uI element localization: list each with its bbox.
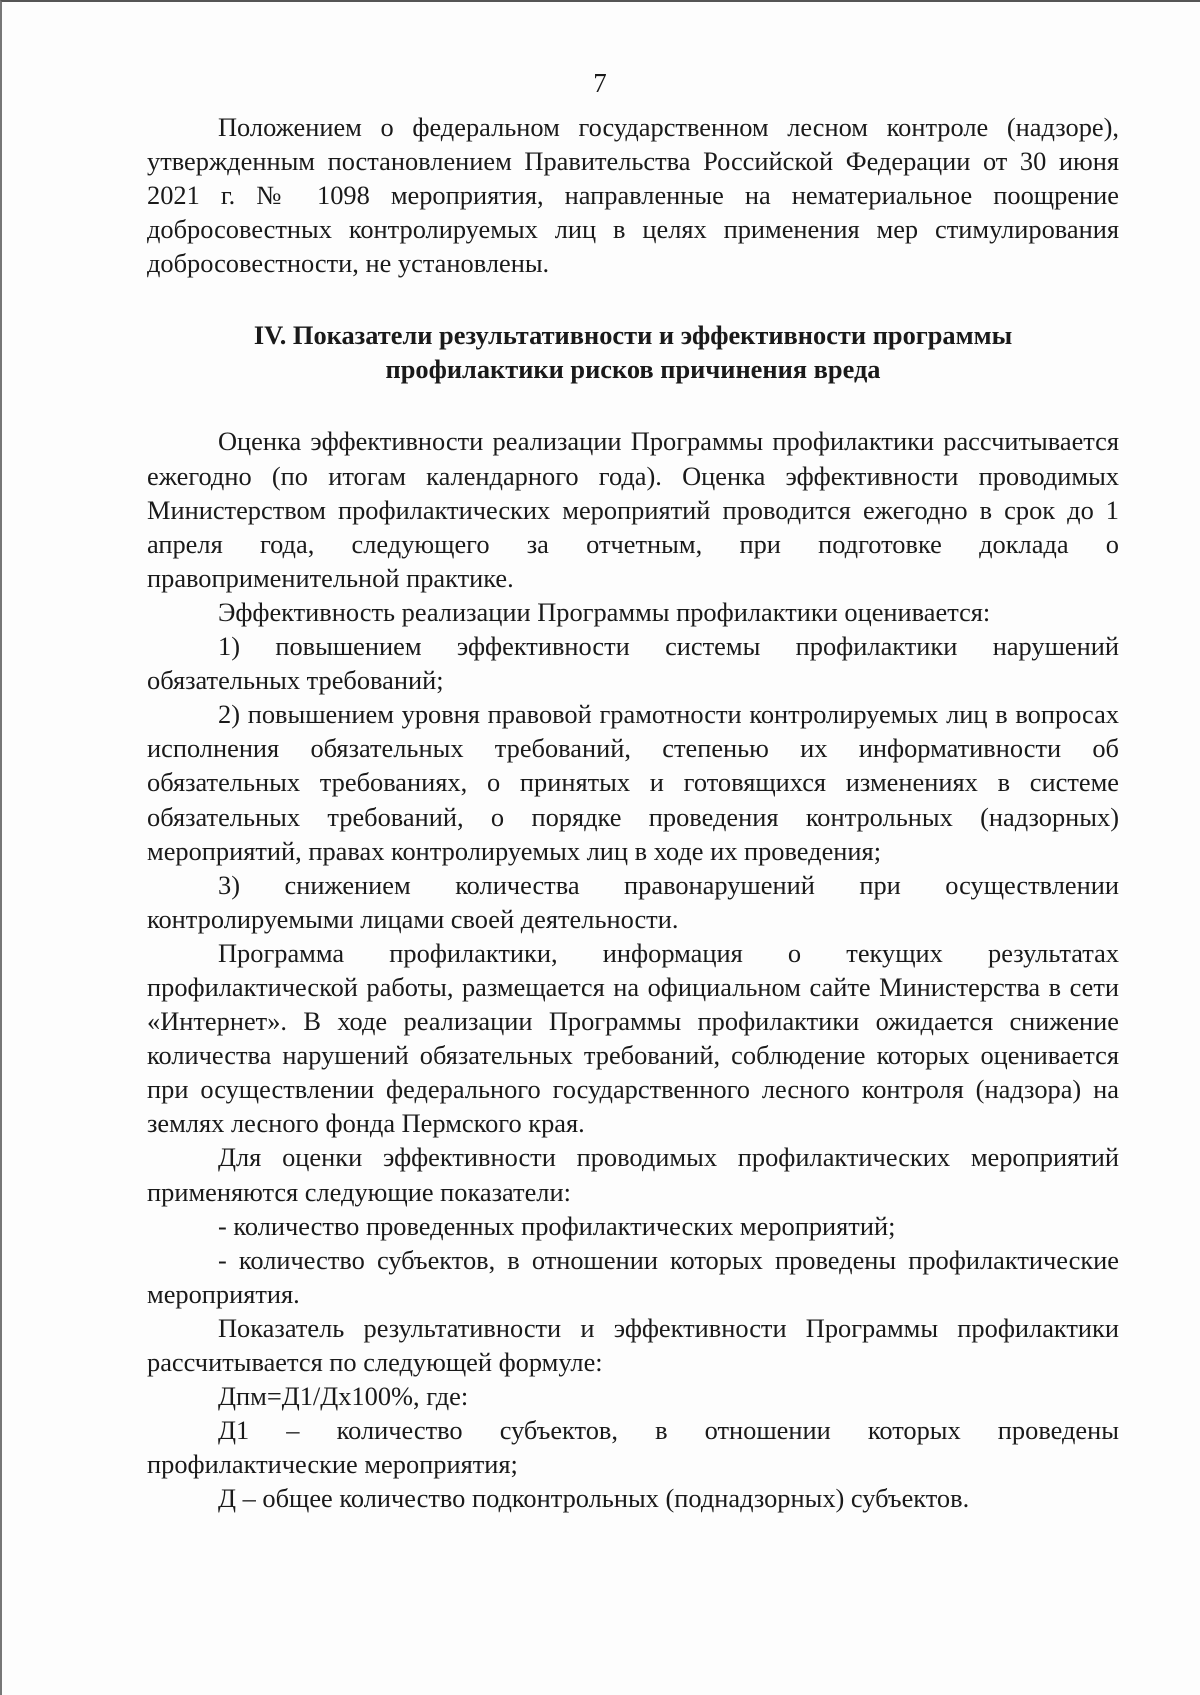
paragraph-effectiveness-intro: Эффективность реализации Программы профилактики оценивается: bbox=[218, 596, 991, 627]
indicator-item-2: - количество субъектов, в отношении которых проведены профилактические мероприятия. bbox=[147, 1244, 1119, 1309]
section-heading bbox=[147, 318, 1119, 386]
list-item-1: 1) повышением эффективности системы профилактики нарушений обязательных требований; bbox=[147, 631, 1119, 696]
paragraph-evaluation: Оценка эффективности реализации Программы профилактики рассчитывается ежегодно (по итогам календарного года). Оценка эффективности проводимых Министерством профилактических мероприятий проводится ежегодно в срок до 1 апреля года, следующего за отчетным, при подготовке доклада о правоприменительной практике. bbox=[147, 426, 1119, 593]
section-heading-line-2: профилактики рисков причинения вреда bbox=[385, 354, 881, 385]
document-body bbox=[147, 110, 1119, 1515]
formula-definition-d1: Д1 – количество субъектов, в отношении которых проведены профилактические мероприятия; bbox=[147, 1415, 1119, 1480]
list-item-2: 2) повышением уровня правовой грамотности контролируемых лиц в вопросах исполнения обязательных требований, степенью их информативности об обязательных требованиях, о принятых и готовящихся изменениях в системе обязательных требований, о порядке проведения контрольных (надзорных) мероприятий, правах контролируемых лиц в ходе их проведения; bbox=[147, 699, 1119, 866]
paragraph-program-info: Программа профилактики, информация о текущих результатах профилактической работы, размещается на официальном сайте Министерства в сети «Интернет». В ходе реализации Программы профилактики ожидается снижение количества нарушений обязательных требований, соблюдение которых оценивается при осуществлении федерального государственного лесного контроля (надзора) на землях лесного фонда Пермского края. bbox=[147, 937, 1119, 1139]
page-number: 7 bbox=[593, 68, 607, 98]
formula: Дпм=Д1/Дх100%, где: bbox=[218, 1381, 469, 1412]
paragraph-formula-intro: Показатель результативности и эффективности Программы профилактики рассчитывается по следующей формуле: bbox=[147, 1312, 1119, 1377]
paragraph-indicators-intro: Для оценки эффективности проводимых профилактических мероприятий применяются следующие показатели: bbox=[147, 1142, 1119, 1207]
indicator-item-1: - количество проведенных профилактических мероприятий; bbox=[218, 1210, 896, 1241]
paragraph-intro: Положением о федеральном государственном лесном контроле (надзоре), утвержденным постановлением Правительства Российской Федерации от 30 июня 2021 г. № 1098 мероприятия, направленные на нематериальное поощрение добросовестных контролируемых лиц в целях применения мер стимулирования добросовестности, не установлены. bbox=[147, 112, 1119, 279]
formula-definition-d: Д – общее количество подконтрольных (поднадзорных) субъектов. bbox=[218, 1483, 970, 1514]
section-heading-line-1: IV. Показатели результативности и эффективности программы bbox=[253, 320, 1013, 351]
list-item-3: 3) снижением количества правонарушений при осуществлении контролируемыми лицами своей деятельности. bbox=[147, 869, 1119, 934]
